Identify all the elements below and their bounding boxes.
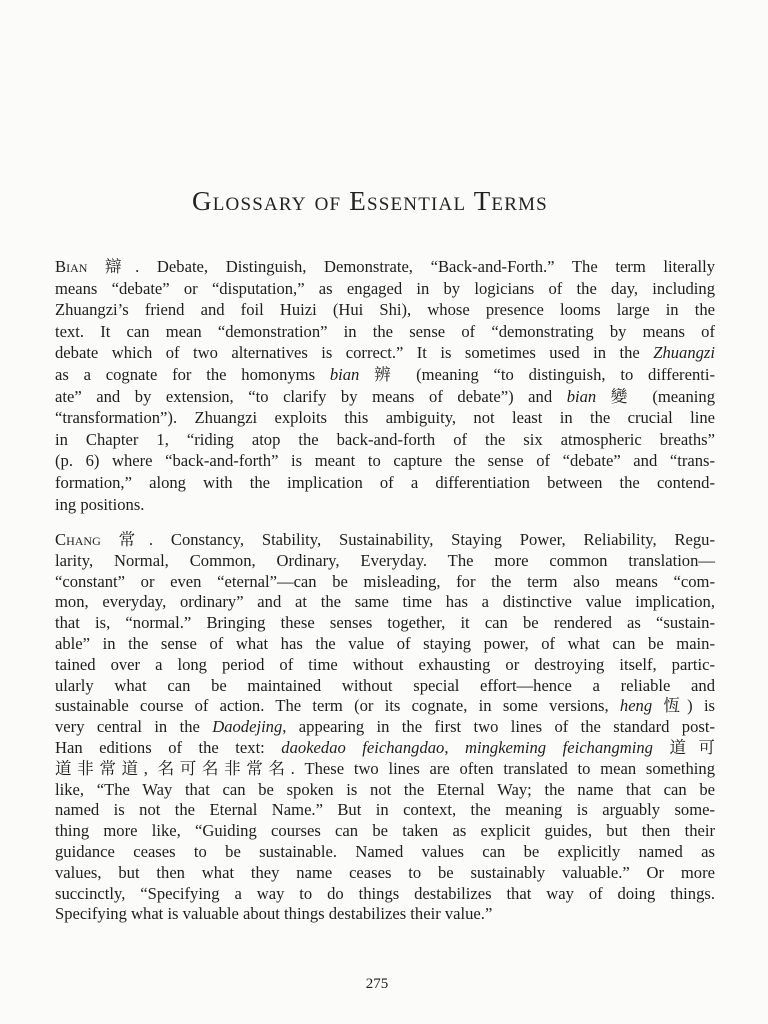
- text-segment: tained over a long period of time without exhausting or destroying itself, partic-: [55, 654, 715, 674]
- text-line: [55, 863, 715, 884]
- text-segment: ate” and by extension, “to clarify by means of debate”) and: [55, 386, 567, 406]
- text-segment: values, but then what they name ceases to be sustainably valuable.” Or more: [55, 862, 715, 882]
- text-segment: mon, everyday, ordinary” and at the same time has a distinctive value implication,: [55, 592, 715, 612]
- text-line: [55, 472, 715, 494]
- page-title: Glossary of Essential Terms: [192, 186, 548, 216]
- text-segment: debate which of two alternatives is correct.” It is sometimes used in the: [55, 343, 654, 363]
- text-line: [55, 429, 715, 451]
- text-line: [55, 613, 715, 634]
- text-segment: ularly what can be maintained without special effort—hence a reliable and: [55, 675, 715, 695]
- glossary-term: Bian: [55, 257, 88, 276]
- text-line: [55, 321, 715, 343]
- page-number: 275: [365, 976, 389, 992]
- text-line: [55, 884, 715, 905]
- text-segment: 道非常道, 名可名非常名. These two lines are often translated to mean something: [55, 758, 715, 778]
- text-line: [55, 696, 715, 717]
- text-segment: ing positions.: [55, 494, 145, 514]
- text-segment: Specifying what is valuable about things destabilizes their value.”: [55, 904, 493, 924]
- text-line: [55, 821, 715, 842]
- text-segment: “transformation”). Zhuangzi exploits this ambiguity, not least in the crucial line: [55, 408, 715, 428]
- text-segment: named is not the Eternal Name.” But in context, the meaning is arguably some-: [55, 800, 715, 820]
- glossary-entry-bian: [55, 256, 715, 515]
- glossary-term: Chang: [55, 530, 101, 549]
- italic-text: Zhuangzi: [653, 343, 715, 363]
- text-segment: thing more like, “Guiding courses can be taken as explicit guides, but then their: [55, 821, 715, 841]
- text-segment: formation,” along with the implication of a differentiation between the contend-: [55, 472, 715, 492]
- text-segment: very central in the: [55, 717, 213, 737]
- text-segment: (p. 6) where “back-and-forth” is meant to capture the sense of “debate” and “trans-: [55, 451, 715, 471]
- text-segment: text. It can mean “demonstration” in the sense of “demonstrating by means of: [55, 321, 715, 341]
- text-segment: 道可: [652, 737, 715, 757]
- text-line: [55, 407, 715, 429]
- text-line: [55, 572, 715, 593]
- text-line: [55, 634, 715, 655]
- italic-text: bian: [566, 386, 597, 406]
- text-line: [55, 494, 715, 516]
- text-segment: ,: [444, 737, 465, 757]
- italic-text: Daodejing: [212, 717, 283, 737]
- text-line: [55, 738, 715, 759]
- text-segment: 辨 (meaning “to distinguish, to differenti-: [359, 364, 715, 384]
- text-segment: like, “The Way that can be spoken is not the Eternal Way; the name that can be: [55, 779, 715, 799]
- text-line: [55, 780, 715, 801]
- text-segment: means “debate” or “disputation,” as engaged in by logicians of the day, including: [55, 278, 715, 298]
- text-line: [55, 551, 715, 572]
- text-line: [55, 592, 715, 613]
- glossary-entry-chang: [55, 530, 715, 925]
- text-line: [55, 717, 715, 738]
- text-segment: able” in the sense of what has the value of staying power, of what can be main-: [55, 633, 715, 653]
- text-segment: in Chapter 1, “riding atop the back-and-forth of the six atmospheric breaths”: [55, 429, 715, 449]
- text-line: [55, 904, 715, 925]
- text-line: [55, 800, 715, 821]
- italic-text: bian: [329, 364, 360, 384]
- text-segment: , appearing in the first two lines of the standard post-: [282, 717, 715, 737]
- text-line: [55, 530, 715, 551]
- italic-text: mingkeming feichangming: [465, 737, 653, 757]
- text-segment: larity, Normal, Common, Ordinary, Everyday. The more common translation—: [55, 550, 715, 570]
- text-segment: Zhuangzi’s friend and foil Huizi (Hui Shi), whose presence looms large in the: [55, 300, 715, 320]
- text-line: [55, 676, 715, 697]
- text-segment: 變 (meaning: [596, 386, 715, 406]
- text-segment: sustainable course of action. The term (or its cognate, in some versions,: [55, 696, 620, 716]
- text-line: [55, 655, 715, 676]
- italic-text: daokedao feichangdao: [281, 737, 445, 757]
- text-line: [55, 256, 715, 278]
- text-segment: 常. Constancy, Stability, Sustainability, Staying Power, Reliability, Regu-: [100, 530, 715, 549]
- text-segment: that is, “normal.” Bringing these senses together, it can be rendered as “sustain-: [55, 613, 715, 633]
- text-segment: Han editions of the text:: [55, 737, 282, 757]
- text-segment: “constant” or even “eternal”—can be misleading, for the term also means “com-: [55, 571, 715, 591]
- text-segment: 辯. Debate, Distinguish, Demonstrate, “Back-and-Forth.” The term literally: [87, 257, 715, 276]
- text-segment: 恆) is: [652, 696, 716, 716]
- text-line: [55, 278, 715, 300]
- text-segment: succinctly, “Specifying a way to do things destabilizes that way of doing things.: [55, 883, 715, 903]
- text-line: [55, 842, 715, 863]
- text-line: [55, 759, 715, 780]
- italic-text: heng: [619, 696, 653, 716]
- text-segment: as a cognate for the homonyms: [55, 364, 330, 384]
- text-line: [55, 364, 715, 386]
- text-line: [55, 386, 715, 408]
- text-line: [55, 299, 715, 321]
- text-line: [55, 450, 715, 472]
- text-line: [55, 342, 715, 364]
- text-segment: guidance ceases to be sustainable. Named values can be explicitly named as: [55, 841, 715, 861]
